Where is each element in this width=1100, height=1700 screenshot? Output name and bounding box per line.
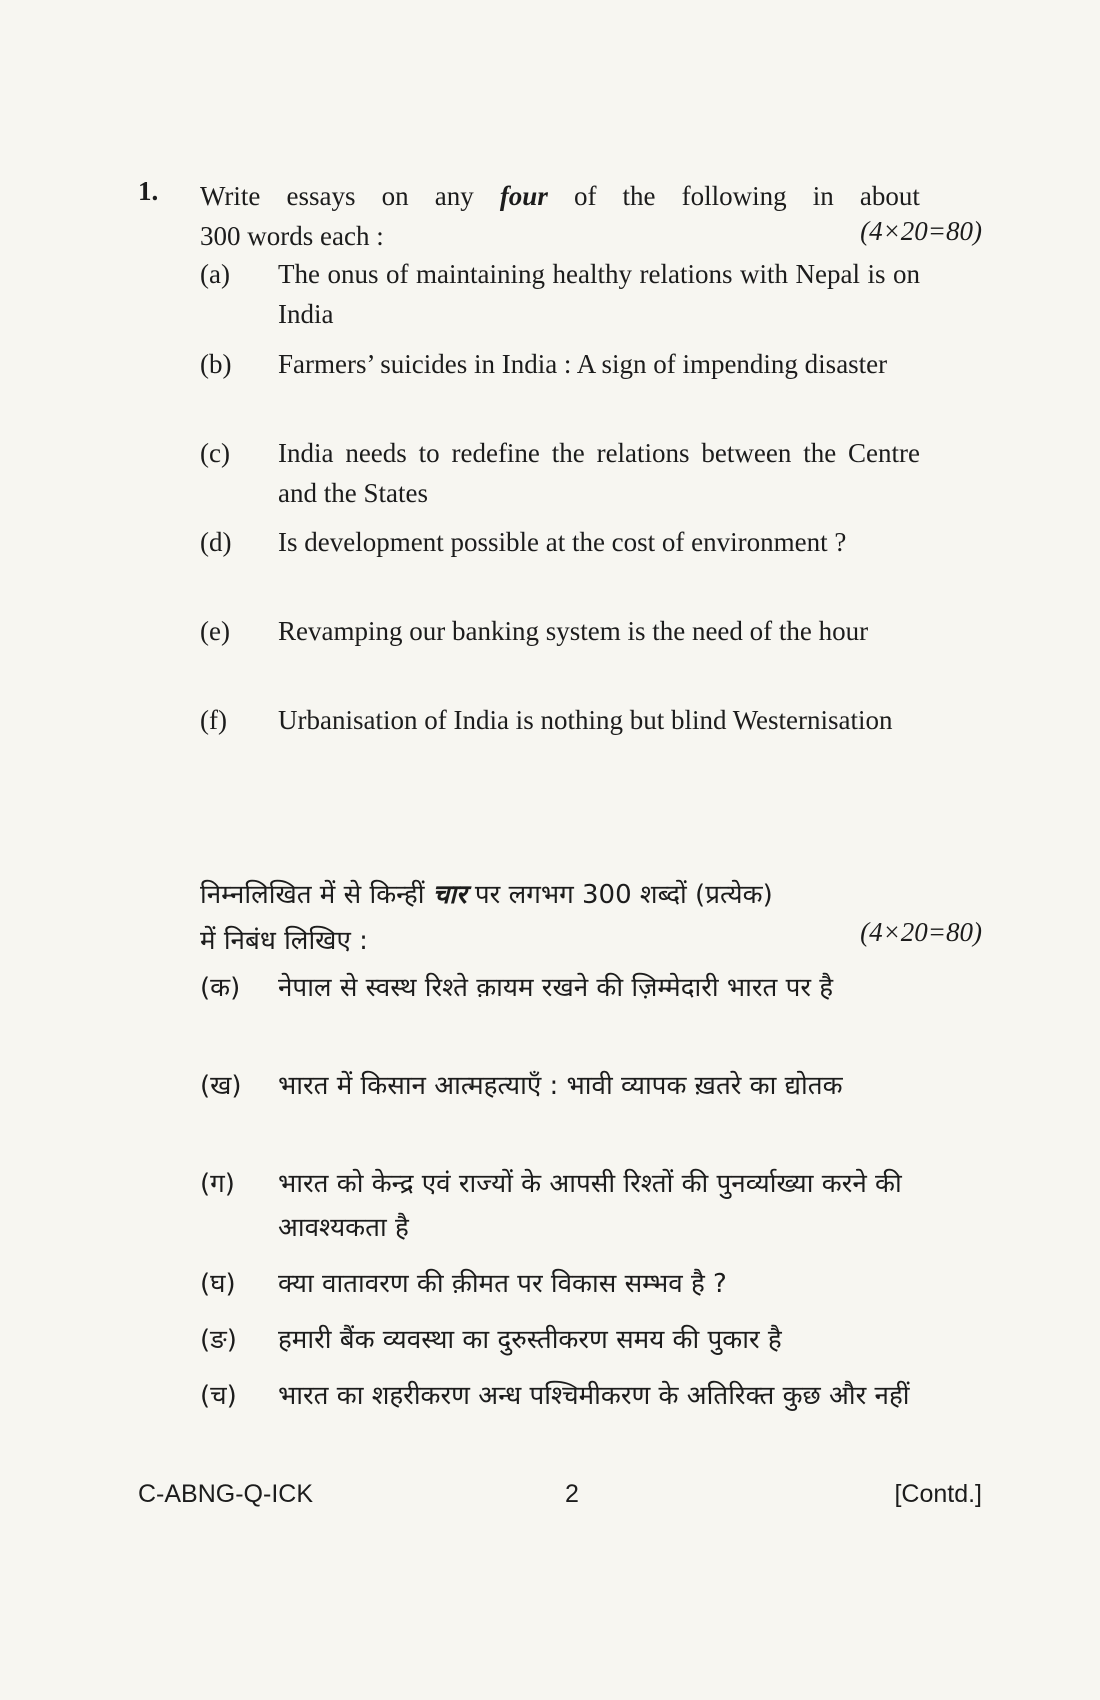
marks-english: (4×20=80): [860, 216, 982, 246]
option-label: (a): [200, 259, 230, 289]
option-text: Revamping our banking system is the need of the hour: [278, 616, 869, 646]
page-number: 2: [565, 1480, 579, 1508]
continued-label: [Contd.]: [894, 1480, 982, 1508]
option-label: (घ): [200, 1269, 236, 1299]
hindi-question-line-1: निम्नलिखित में से किन्हीं चार पर लगभग 300 शब्दों (प्रत्येक): [200, 880, 773, 910]
option-text: क्या वातावरण की क़ीमत पर विकास सम्भव है ?: [278, 1269, 727, 1299]
option-label: (ग): [200, 1169, 235, 1199]
option-label: (e): [200, 616, 230, 646]
emphasis-char: चार: [432, 880, 467, 910]
option-label: (b): [200, 349, 232, 379]
option-text: India needs to redefine the relations between the Centre and the States: [278, 438, 920, 508]
option-label: (ङ): [200, 1325, 237, 1355]
question-line-1: Write essays on any four of the following in about: [200, 176, 920, 216]
question-text: [200, 176, 920, 256]
option-label: (c): [200, 438, 230, 468]
hindi-question-text: [200, 872, 920, 964]
option-text: भारत में किसान आत्महत्याएँ : भावी व्यापक ख़तरे का द्योतक: [278, 1071, 843, 1101]
option-text: The onus of maintaining healthy relations with Nepal is on India: [278, 259, 920, 329]
option-text: नेपाल से स्वस्थ रिश्ते क़ायम रखने की ज़िम्मेदारी भारत पर है: [278, 973, 834, 1003]
option-label: (f): [200, 705, 227, 735]
marks-hindi: (4×20=80): [860, 917, 982, 947]
question-number: 1.: [138, 176, 159, 206]
option-text: भारत का शहरीकरण अन्ध पश्चिमीकरण के अतिरिक्त कुछ और नहीं: [278, 1381, 910, 1411]
option-text: Urbanisation of India is nothing but blind Westernisation: [278, 705, 893, 735]
option-text: हमारी बैंक व्यवस्था का दुरुस्तीकरण समय की पुकार है: [278, 1325, 782, 1355]
option-label: (क): [200, 973, 241, 1003]
option-text: Is development possible at the cost of environment ?: [278, 527, 847, 557]
hindi-question-line-2: में निबंध लिखिए :: [200, 926, 368, 956]
option-label: (च): [200, 1381, 237, 1411]
emphasis-four: four: [499, 181, 548, 211]
paper-code: C-ABNG-Q-ICK: [138, 1480, 313, 1508]
option-label: (ख): [200, 1071, 242, 1101]
question-line-2: 300 words each :: [200, 221, 384, 251]
option-text: Farmers’ suicides in India : A sign of impending disaster: [278, 349, 888, 379]
option-label: (d): [200, 527, 232, 557]
option-text: भारत को केन्द्र एवं राज्यों के आपसी रिश्तों की पुनर्व्याख्या करने की आवश्यकता है: [278, 1169, 902, 1243]
